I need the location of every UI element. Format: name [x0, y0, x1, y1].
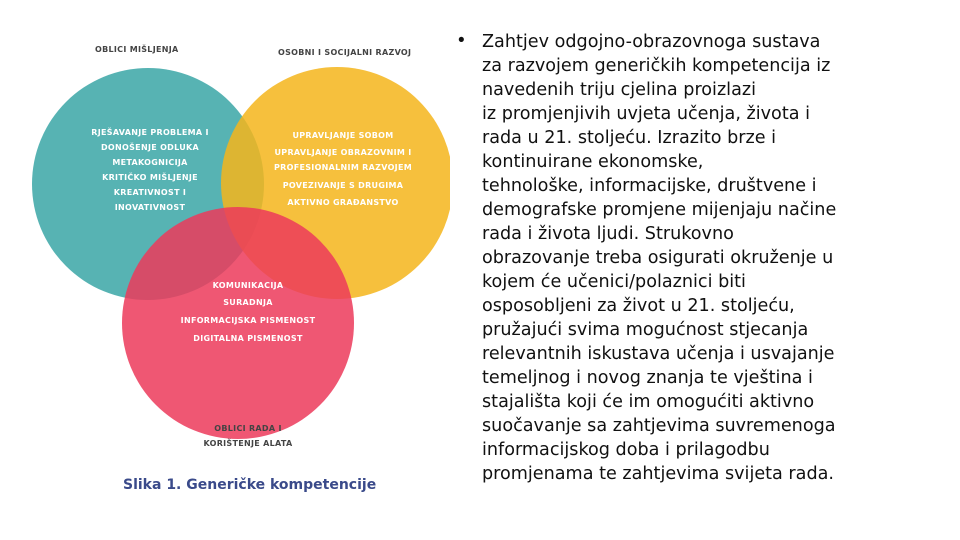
- paragraph-line: kojem će učenici/polaznici biti: [482, 272, 746, 292]
- paragraph-line: relevantnih iskustava učenja i usvajanje: [482, 344, 835, 364]
- bullet-paragraph: [482, 30, 922, 486]
- circle-work-tools-title-line2: KORIŠTENJE ALATA: [203, 439, 293, 448]
- work-tools-item: KOMUNIKACIJA: [212, 281, 284, 290]
- bullet-marker: •: [458, 30, 465, 51]
- circle-work-tools-title: OBLICI RADA I: [214, 424, 282, 433]
- work-tools-item: SURADNJA: [223, 298, 273, 307]
- paragraph-line: stajališta koji će im omogućiti aktivno: [482, 392, 815, 412]
- paragraph-line: pružajući svima mogućnost stjecanja: [482, 320, 809, 340]
- thinking-item: RJEŠAVANJE PROBLEMA I: [91, 128, 209, 137]
- paragraph-line: temeljnog i novog znanja te vještina i: [482, 368, 813, 388]
- paragraph-line: tehnološke, informacijske, društvene i: [482, 176, 817, 196]
- paragraph-line: informacijskog doba i prilagodbu: [482, 440, 770, 460]
- paragraph-line: iz promjenjivih uvjeta učenja, života i: [482, 104, 810, 124]
- personal-social-item: AKTIVNO GRAĐANSTVO: [287, 198, 399, 207]
- thinking-item: INOVATIVNOST: [114, 203, 186, 212]
- paragraph-line: navedenih triju cjelina proizlazi: [482, 80, 756, 100]
- paragraph-line: Zahtjev odgojno-obrazovnoga sustava: [482, 32, 821, 52]
- paragraph-line: demografske promjene mijenjaju načine: [482, 200, 837, 220]
- thinking-item: KREATIVNOST I: [113, 188, 187, 197]
- personal-social-item: UPRAVLJANJE SOBOM: [292, 131, 394, 140]
- thinking-item: DONOŠENJE ODLUKA: [100, 143, 200, 152]
- venn-diagram-figure: [20, 28, 450, 508]
- paragraph-line: kontinuirane ekonomske,: [482, 152, 704, 172]
- paragraph-line: rada u 21. stoljeću. Izrazito brze i: [482, 128, 777, 148]
- circle-thinking-title: OBLICI MIŠLJENJA: [95, 45, 179, 54]
- thinking-item: KRITIČKO MIŠLJENJE: [102, 173, 198, 182]
- personal-social-item: UPRAVLJANJE OBRAZOVNIM I: [274, 148, 412, 157]
- paragraph-line: rada i života ljudi. Strukovno: [482, 224, 734, 244]
- work-tools-item: DIGITALNA PISMENOST: [193, 334, 303, 343]
- paragraph-line: promjenama te zahtjevima svijeta rada.: [482, 464, 834, 484]
- work-tools-item: INFORMACIJSKA PISMENOST: [180, 316, 316, 325]
- circle-personal-social-title: OSOBNI I SOCIJALNI RAZVOJ: [278, 48, 412, 57]
- paragraph-line: obrazovanje treba osigurati okruženje u: [482, 248, 834, 268]
- paragraph-line: osposobljeni za život u 21. stoljeću,: [482, 296, 795, 316]
- paragraph-line: za razvojem generičkih kompetencija iz: [482, 56, 831, 76]
- personal-social-item: POVEZIVANJE S DRUGIMA: [282, 181, 404, 190]
- paragraph-line: suočavanje sa zahtjevima suvremenoga: [482, 416, 836, 436]
- thinking-item: METAKOGNICIJA: [112, 158, 188, 167]
- figure-caption: Slika 1. Generičke kompetencije: [123, 477, 377, 493]
- personal-social-item: PROFESIONALNIM RAZVOJEM: [273, 163, 412, 172]
